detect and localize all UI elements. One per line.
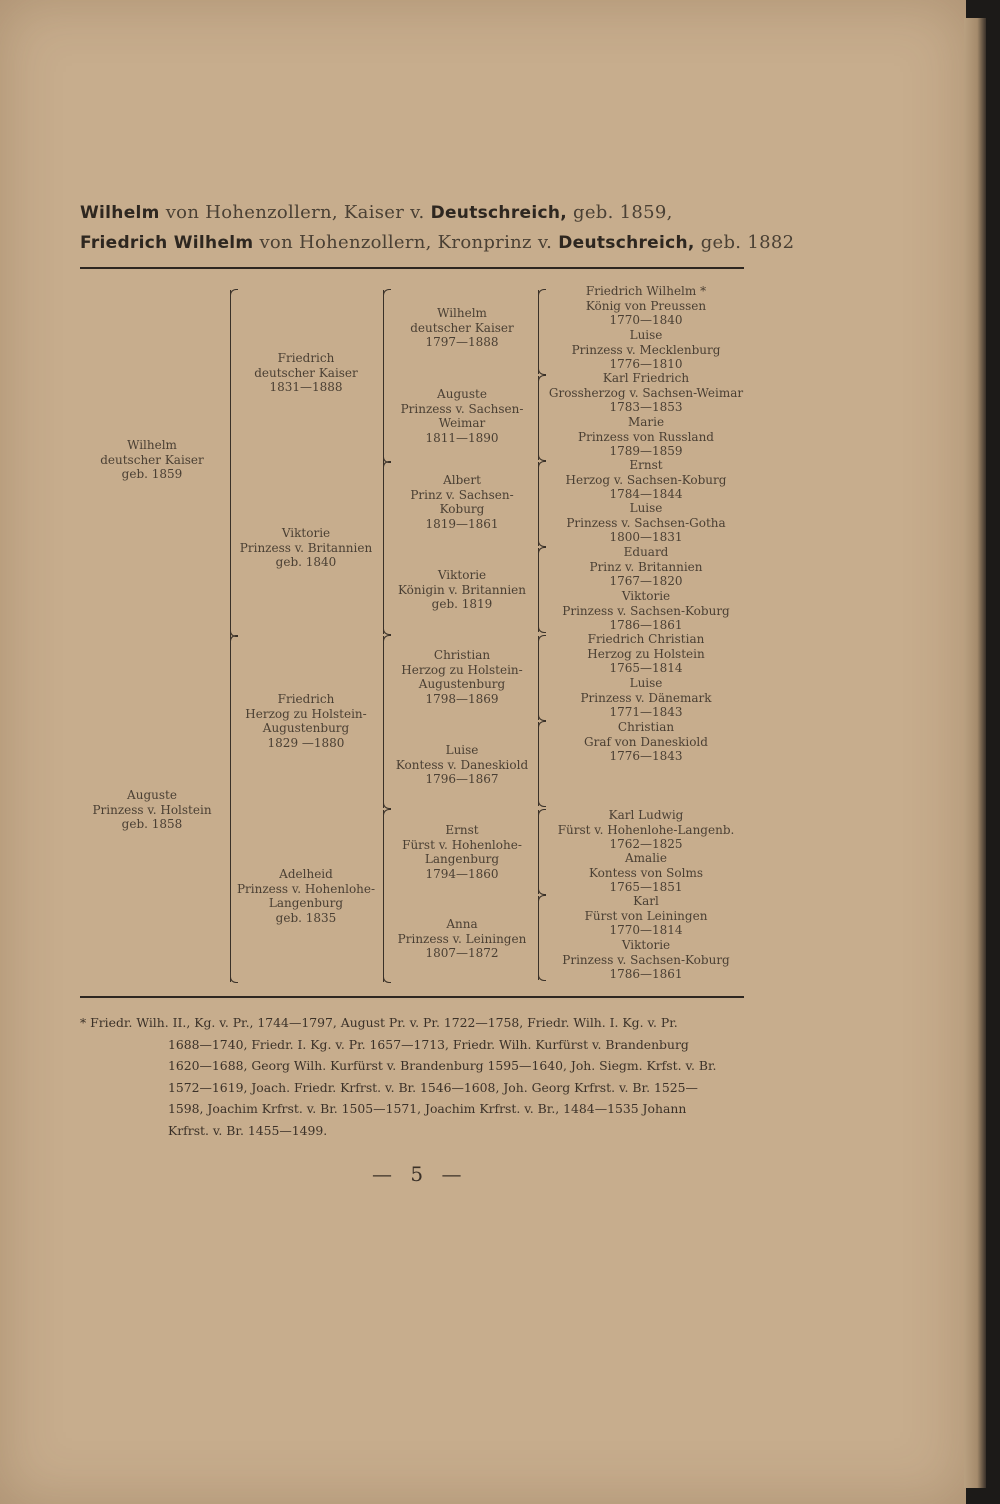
gen3-person-viktorie: [398, 568, 526, 612]
title-2-name: Friedrich Wilhelm: [80, 233, 254, 253]
person-name: Viktorie: [621, 589, 671, 603]
gen3-person-auguste: [401, 387, 524, 445]
gen4-person-8: [562, 589, 729, 633]
title-1-middle: von Hohenzollern, Kaiser v.: [159, 202, 431, 223]
person-house: Augustenburg: [262, 721, 350, 736]
person-dates: geb. 1835: [275, 910, 337, 925]
person-name: Ernst: [445, 823, 479, 837]
person-dates: 1797—1888: [425, 335, 499, 350]
gen2-person-friedrich: [254, 351, 358, 395]
gen2-person-viktorie: [240, 526, 372, 570]
person-dates: 1776—1810: [609, 357, 683, 372]
person-name: Auguste: [127, 788, 177, 802]
title-1-country: Deutschreich,: [430, 203, 568, 223]
bracket-gen2-upper: [230, 290, 231, 636]
footnote-line: 1572—1619, Joach. Friedr. Krfrst. v. Br. 1546—1608, Joh. Georg Krfrst. v. Br. 1525—: [168, 1079, 698, 1095]
footnote-line: 1620—1688, Georg Wilh. Kurfürst v. Brandenburg 1595—1640, Joh. Siegm. Krfst. v. Br.: [168, 1058, 717, 1074]
person-dates: 1784—1844: [609, 487, 683, 502]
person-name: Anna: [446, 917, 478, 931]
person-dates: 1819—1861: [425, 516, 499, 531]
person-name: Auguste: [437, 387, 487, 401]
person-name: Amalie: [625, 851, 667, 865]
bracket-gen4-8: [538, 896, 539, 980]
person-name: Wilhelm: [437, 306, 487, 320]
bracket-gen2-lower: [230, 636, 231, 982]
person-dates: 1776—1843: [609, 749, 683, 764]
gen4-person-15: [562, 938, 729, 982]
person-title: Prinzess v. Britannien: [239, 540, 373, 555]
gen4-person-10: [580, 676, 711, 720]
person-dates: 1789—1859: [609, 444, 683, 459]
person-dates: geb. 1858: [121, 817, 183, 832]
person-name: Marie: [627, 415, 665, 429]
person-title: Grossherzog v. Sachsen-Weimar: [548, 385, 744, 400]
gen2-person-friedrich-holstein: [245, 692, 366, 750]
title-2-tail: geb. 1882: [694, 232, 795, 253]
person-house: Koburg: [439, 502, 485, 517]
person-name: Luise: [445, 743, 479, 757]
person-name: Luise: [629, 328, 663, 342]
title-1-tail: geb. 1859,: [567, 202, 673, 223]
gen4-person-14: [585, 894, 708, 938]
person-title: Prinzess v. Mecklenburg: [571, 342, 721, 357]
person-title: Prinz v. Britannien: [589, 559, 703, 574]
person-title: König von Preussen: [585, 298, 707, 313]
gen4-person-12: [558, 808, 735, 852]
gen3-person-luise: [396, 743, 528, 787]
person-title: Prinzess v. Sachsen-: [400, 401, 524, 416]
title-1-name: Wilhelm: [80, 203, 160, 223]
person-title: Graf von Daneskiold: [584, 734, 708, 749]
person-title: Prinzess v. Dänemark: [580, 690, 712, 705]
gen4-person-2: [572, 328, 721, 372]
person-dates: 1831—1888: [269, 380, 343, 395]
person-title: deutscher Kaiser: [254, 365, 358, 380]
person-name: Christian: [433, 648, 491, 662]
person-title: Kontess von Solms: [588, 865, 704, 880]
page-edge: [964, 18, 986, 1488]
person-name: Viktorie: [437, 568, 487, 582]
gen3-person-wilhelm: [410, 306, 514, 350]
person-dates: 1798—1869: [425, 691, 499, 706]
person-house: Langenburg: [424, 852, 500, 867]
person-title: Prinzess v. Leiningen: [397, 931, 527, 946]
person-name: Friedrich Wilhelm *: [585, 284, 707, 298]
bracket-gen4-3: [538, 462, 539, 546]
gen4-person-6: [566, 501, 725, 545]
person-title: Prinzess v. Sachsen-Koburg: [562, 952, 730, 967]
person-dates: 1786—1861: [609, 967, 683, 982]
person-name: Wilhelm: [127, 438, 177, 452]
person-house: Langenburg: [268, 896, 344, 911]
person-dates: 1800—1831: [609, 530, 683, 545]
gen3-person-anna: [398, 917, 527, 961]
person-dates: 1783—1853: [609, 400, 683, 415]
bottom-rule: [80, 996, 744, 998]
footnote-line: 1598, Joachim Krfrst. v. Br. 1505—1571, Joachim Krfrst. v. Br., 1484—1535 Johann: [168, 1101, 687, 1117]
person-name: Adelheid: [279, 867, 333, 881]
bracket-gen3-4: [383, 810, 384, 982]
person-title: Kontess v. Daneskiold: [395, 757, 529, 772]
footnote-line: 1688—1740, Friedr. I. Kg. v. Pr. 1657—1713, Friedr. Wilh. Kurfürst v. Brandenburg: [168, 1036, 689, 1052]
person-dates: 1786—1861: [609, 618, 683, 633]
person-name: Albert: [443, 473, 481, 487]
person-name: Luise: [629, 676, 663, 690]
person-dates: 1770—1814: [609, 923, 683, 938]
person-title: Herzog zu Holstein: [587, 646, 705, 661]
person-dates: 1770—1840: [609, 313, 683, 328]
person-name: Luise: [629, 501, 663, 515]
person-name: Viktorie: [621, 938, 671, 952]
person-name: Eduard: [623, 545, 669, 559]
title-2-country: Deutschreich,: [558, 233, 695, 253]
person-title: Prinzess von Russland: [578, 429, 714, 444]
bracket-gen4-2: [538, 376, 539, 460]
footnote-line: Krfrst. v. Br. 1455—1499.: [168, 1122, 328, 1138]
bracket-gen4-1: [538, 290, 539, 374]
person-title: Prinzess v. Sachsen-Gotha: [566, 515, 726, 530]
gen4-person-7: [590, 545, 703, 589]
person-dates: 1807—1872: [425, 946, 499, 961]
bracket-gen3-2: [383, 462, 384, 634]
person-title: Prinz v. Sachsen-: [410, 487, 514, 502]
title-line-2: [80, 232, 794, 253]
person-name: Karl Ludwig: [608, 808, 684, 822]
person-house: Augustenburg: [418, 677, 506, 692]
gen4-person-11: [584, 720, 708, 764]
person-dates: 1762—1825: [609, 837, 683, 852]
gen3-person-ernst: [402, 823, 522, 881]
person-title: Prinzess v. Hohenlohe-: [236, 881, 376, 896]
bracket-gen3-1: [383, 290, 384, 462]
person-title: deutscher Kaiser: [100, 452, 204, 467]
gen1-person-auguste: [92, 788, 211, 832]
person-title: Herzog zu Holstein-: [401, 662, 523, 677]
person-title: deutscher Kaiser: [410, 320, 514, 335]
bracket-gen4-4: [538, 548, 539, 632]
gen1-person-wilhelm: [100, 438, 204, 482]
person-dates: geb. 1840: [275, 555, 337, 570]
person-dates: 1765—1851: [609, 880, 683, 895]
person-dates: 1811—1890: [425, 430, 499, 445]
bracket-gen4-5: [538, 636, 539, 720]
person-name: Friedrich: [277, 692, 335, 706]
page-number: — 5 —: [372, 1162, 468, 1186]
person-name: Friedrich Christian: [587, 632, 705, 646]
person-name: Viktorie: [281, 526, 331, 540]
person-name: Karl: [633, 894, 659, 908]
person-name: Christian: [617, 720, 675, 734]
person-dates: 1767—1820: [609, 574, 683, 589]
person-name: Friedrich: [277, 351, 335, 365]
gen4-person-13: [589, 851, 703, 895]
gen4-person-1: [586, 284, 706, 328]
person-title: Herzog zu Holstein-: [245, 706, 367, 721]
person-dates: 1796—1867: [425, 772, 499, 787]
person-house: Weimar: [438, 416, 486, 431]
person-title: Prinzess v. Holstein: [92, 802, 212, 817]
gen4-person-3: [549, 371, 743, 415]
person-title: Königin v. Britannien: [398, 582, 526, 597]
person-title: Prinzess v. Sachsen-Koburg: [562, 603, 730, 618]
title-2-middle: von Hohenzollern, Kronprinz v.: [253, 232, 559, 253]
person-dates: 1794—1860: [425, 866, 499, 881]
person-title: Fürst v. Hohenlohe-: [402, 837, 522, 852]
gen4-person-4: [578, 415, 714, 459]
bracket-gen3-3: [383, 636, 384, 808]
top-rule: [80, 267, 744, 269]
person-title: Herzog v. Sachsen-Koburg: [565, 472, 727, 487]
gen3-person-christian: [401, 648, 522, 706]
footnote-line: * Friedr. Wilh. II., Kg. v. Pr., 1744—1797, August Pr. v. Pr. 1722—1758, Friedr. Wilh. I. Kg. v. Pr.: [80, 1015, 678, 1030]
gen4-person-9: [587, 632, 704, 676]
bracket-gen4-6: [538, 722, 539, 806]
person-dates: geb. 1819: [431, 597, 493, 612]
footnote: [80, 1012, 750, 1142]
gen4-person-5: [566, 458, 727, 502]
bracket-gen4-7: [538, 810, 539, 894]
person-name: Karl Friedrich: [602, 371, 690, 385]
person-title: Fürst v. Hohenlohe-Langenb.: [557, 822, 735, 837]
person-dates: 1829 —1880: [267, 735, 345, 750]
person-dates: 1771—1843: [609, 705, 683, 720]
person-dates: geb. 1859: [121, 467, 183, 482]
person-name: Ernst: [629, 458, 663, 472]
title-line-1: [80, 202, 673, 223]
person-title: Fürst von Leiningen: [584, 908, 708, 923]
gen3-person-albert: [410, 473, 513, 531]
person-dates: 1765—1814: [609, 661, 683, 676]
gen2-person-adelheid: [237, 867, 375, 925]
